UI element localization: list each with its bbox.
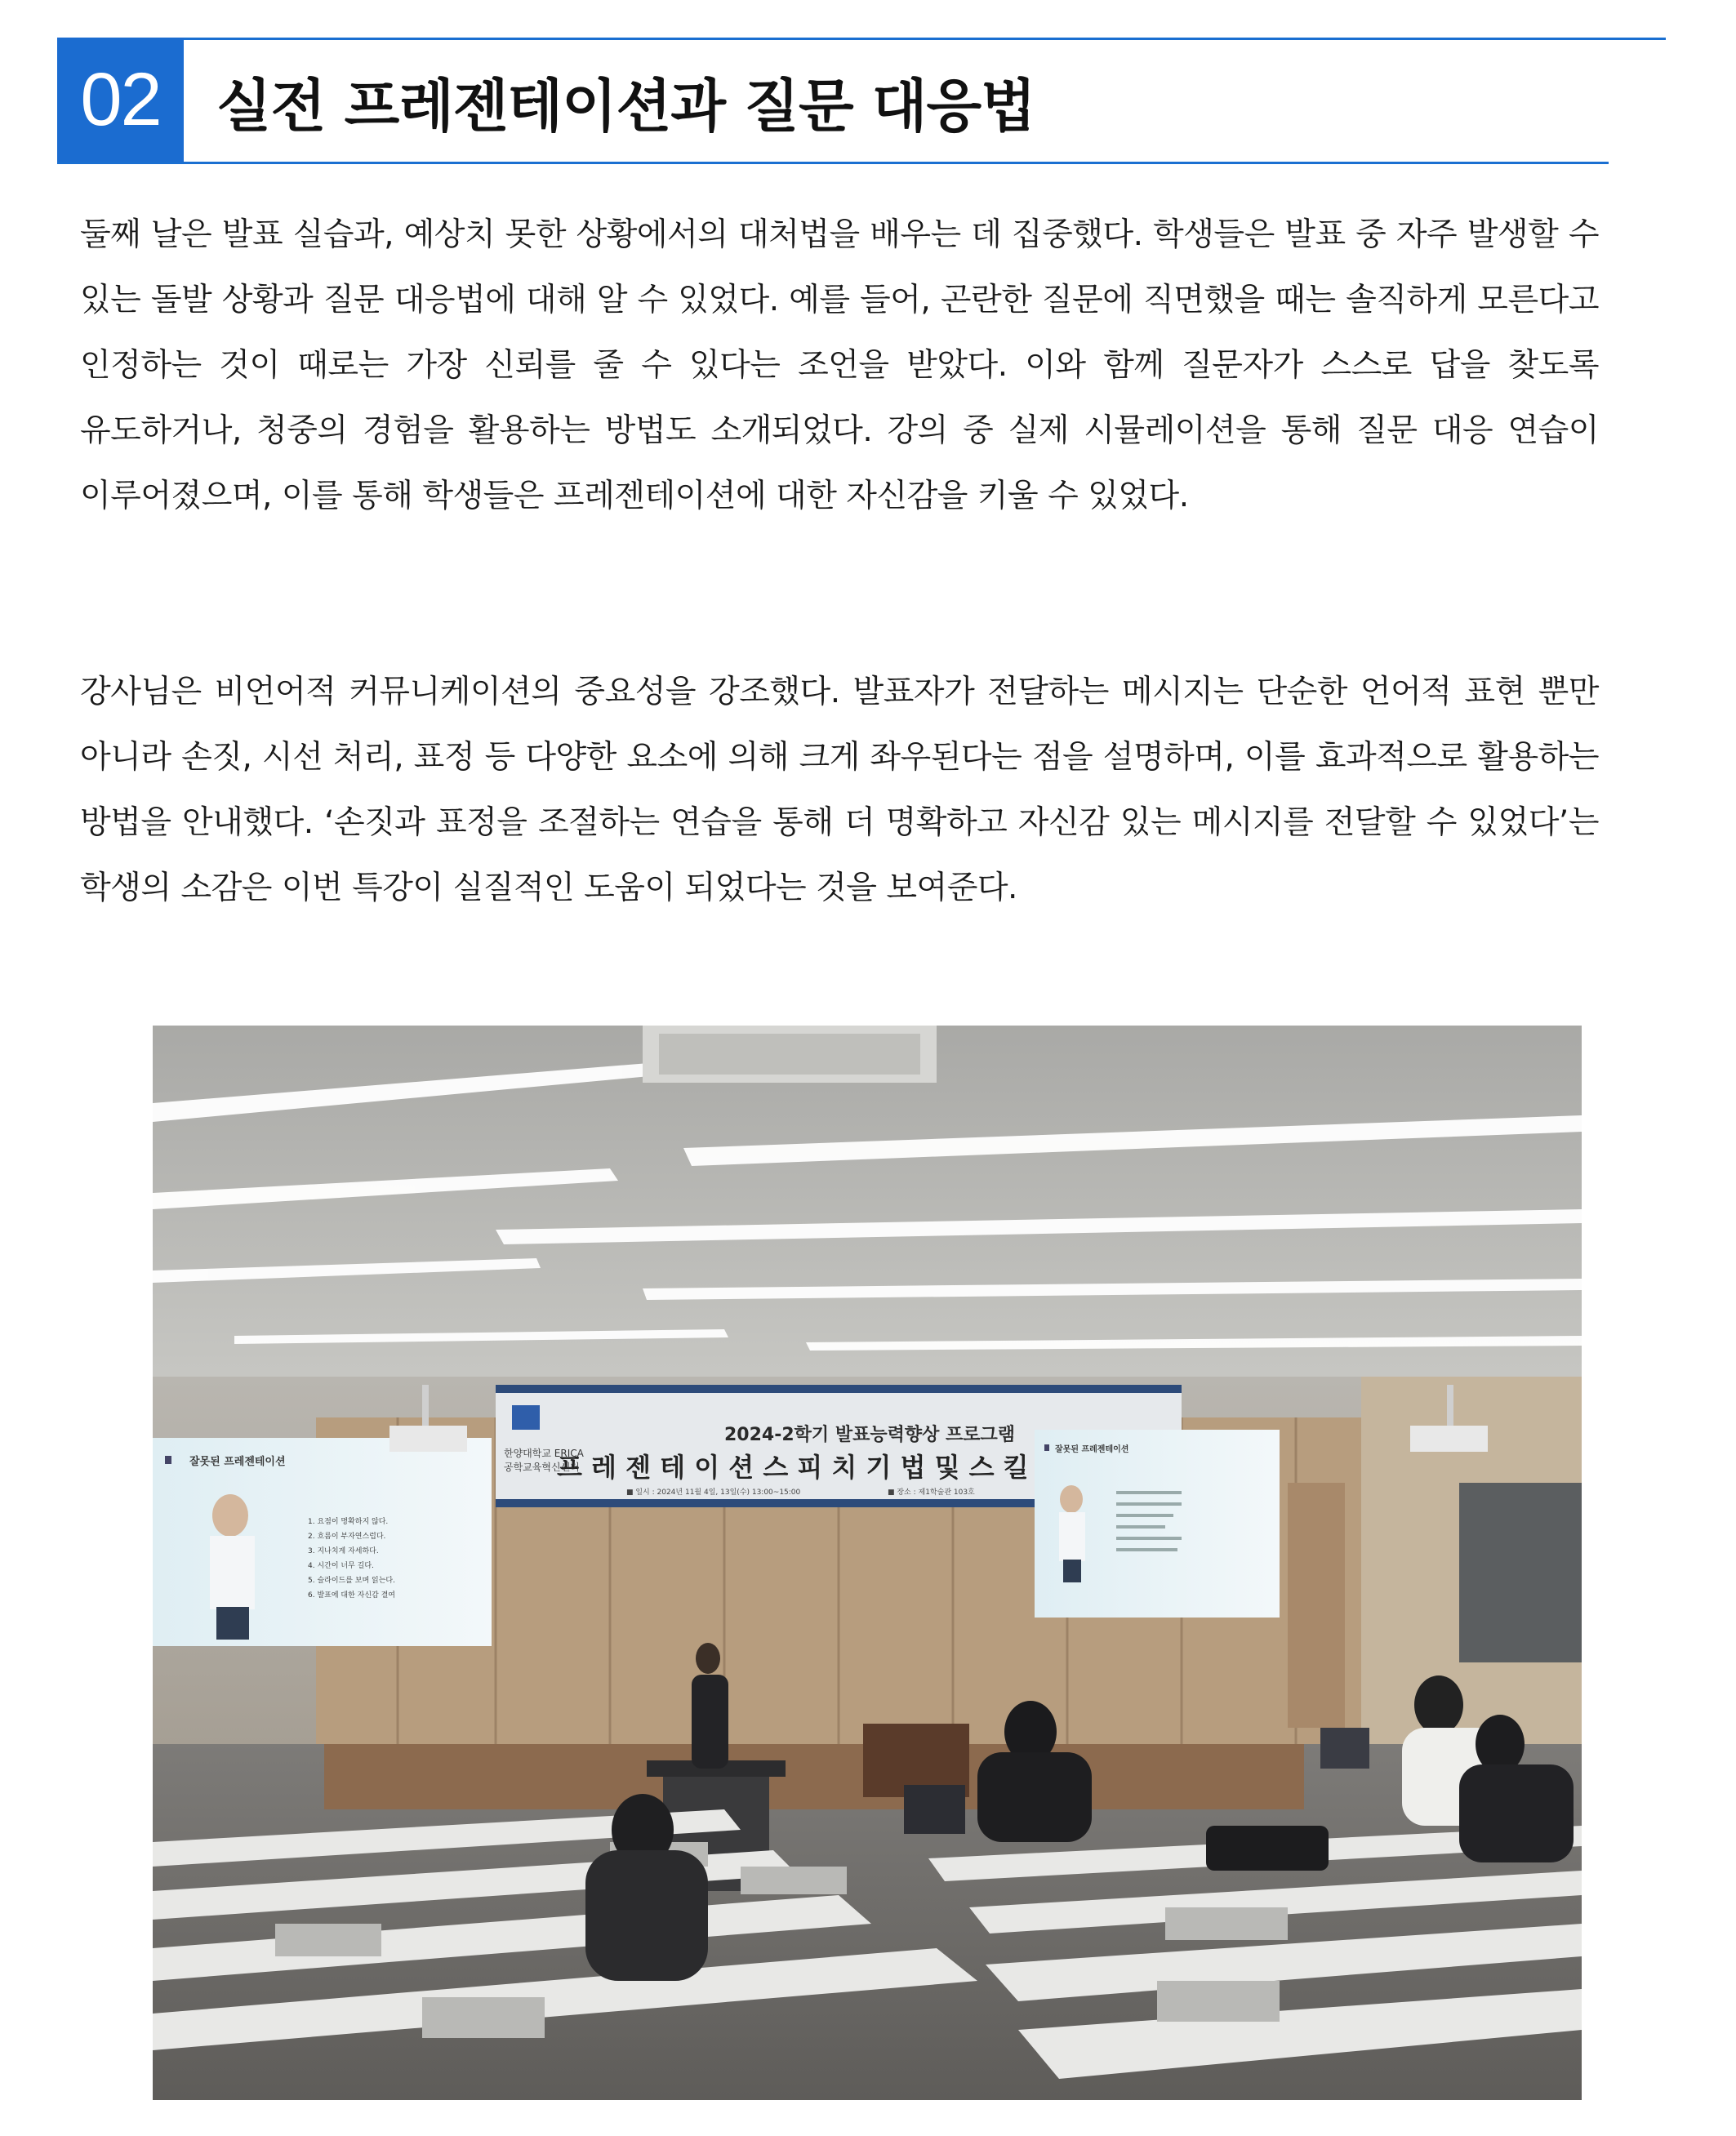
- left-projection-screen: [153, 1438, 492, 1646]
- left-slide-item-5: 5. 슬라이드를 보며 읽는다.: [308, 1577, 395, 1585]
- left-slide-item-3: 3. 지나치게 자세하다.: [308, 1547, 379, 1555]
- paragraph-2: 강사님은 비언어적 커뮤니케이션의 중요성을 강조했다. 발표자가 전달하는 메시지는 단순한 언어적 표현 뿐만 아니라 손짓, 시선 처리, 표정 등 다양한 요소에 의해 크게 좌우된다는 점을 설명하며, 이를 효과적으로 활용하는 방법을 안내했다. ‘손짓과 표정을 조절하는 연습을 통해 더 명확하고 자신감 있는 메시지를 전달할 수 있었다’는 학생의 소감은 이번 특강이 실질적인 도움이 되었다는 것을 보여준다.: [80, 674, 1599, 906]
- paragraph-2-container: [80, 660, 1599, 921]
- section-number-badge: [57, 38, 184, 162]
- banner-line2: 프 레 젠 테 이 션 스 피 치 기 법 및 스 킬: [557, 1452, 1029, 1483]
- left-slide-item-1: 1. 요점이 명확하지 않다.: [308, 1518, 389, 1526]
- right-projection-screen: [1035, 1430, 1280, 1618]
- section-title: 실전 프레젠테이션과 질문 대응법: [216, 73, 1035, 140]
- banner-org-line1: 한양대학교 ERICA: [504, 1448, 584, 1459]
- header-bottom-rule: [57, 162, 1609, 164]
- left-slide-item-6: 6. 발표에 대한 자신감 결여: [308, 1591, 395, 1600]
- left-slide-title: 잘못된 프레젠테이션: [189, 1456, 286, 1468]
- section-number: 02: [80, 57, 161, 141]
- lecture-hall-photo: [153, 1026, 1582, 2100]
- paragraph-1: 둘째 날은 발표 실습과, 예상치 못한 상황에서의 대처법을 배우는 데 집중했다. 학생들은 발표 중 자주 발생할 수 있는 돌발 상황과 질문 대응법에 대해 알 수 있었다. 예를 들어, 곤란한 질문에 직면했을 때는 솔직하게 모른다고 인정하는 것이 때로는 가장 신뢰를 줄 수 있다는 조언을 받았다. 이와 함께 질문자가 스스로 답을 찾도록 유도하거나, 청중의 경험을 활용하는 방법도 소개되었다. 강의 중 실제 시뮬레이션을 통해 질문 대응 연습이 이루어졌으며, 이를 통해 학생들은 프레젠테이션에 대한 자신감을 키울 수 있었다.: [80, 216, 1599, 514]
- right-slide-title: 잘못된 프레젠테이션: [1055, 1445, 1129, 1454]
- left-slide-item-2: 2. 흐름이 부자연스럽다.: [308, 1533, 386, 1541]
- left-slide-item-4: 4. 시간이 너무 길다.: [308, 1562, 374, 1570]
- header-top-rule: [180, 38, 1666, 40]
- paragraph-1-container: [80, 202, 1599, 529]
- banner-org-line2: 공학교육혁신센터: [504, 1462, 580, 1473]
- banner-line1: 2024-2학기 발표능력향상 프로그램: [724, 1425, 1016, 1445]
- banner-details-left: ■ 일시 : 2024년 11월 4일, 13일(수) 13:00~15:00: [626, 1489, 801, 1497]
- banner-details-right: ■ 장소 : 제1학술관 103호: [888, 1489, 975, 1497]
- section-header: [57, 38, 1609, 164]
